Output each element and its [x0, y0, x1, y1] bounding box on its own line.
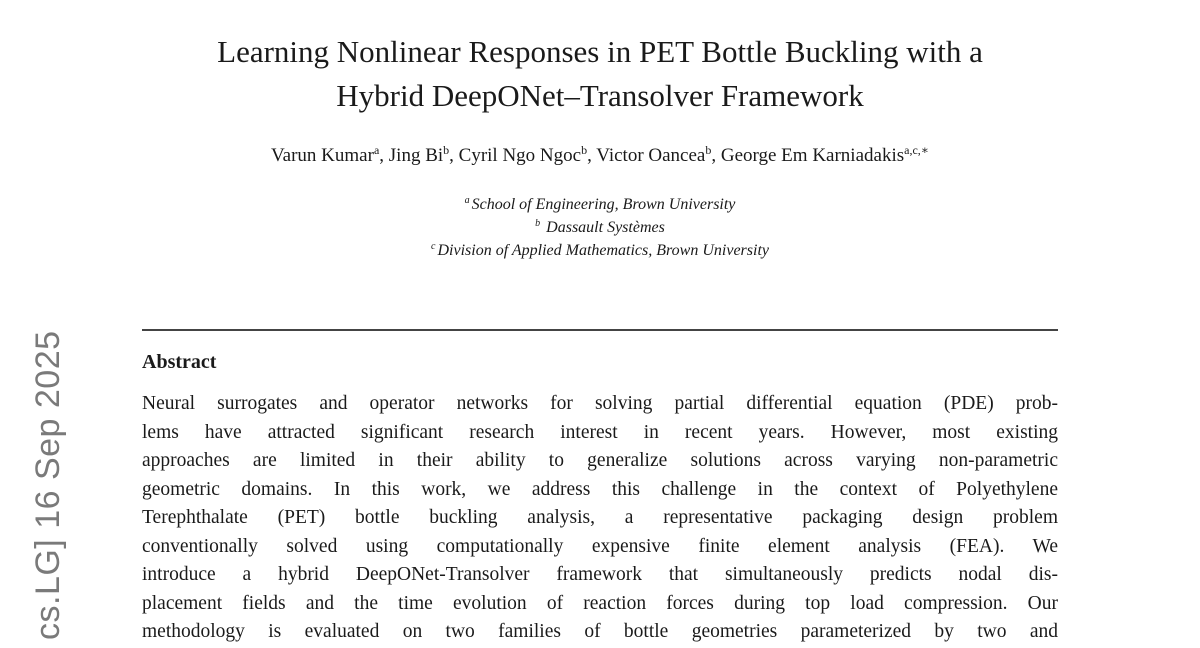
author-name: Victor Oancea — [596, 145, 706, 166]
author-name: Cyril Ngo Ngoc — [458, 145, 582, 166]
abstract-line: placement fields and the time evolution of reaction forces during top load compression. Our — [142, 592, 1058, 614]
abstract-line: approaches are limited in their ability to generalize solutions across varying non-parametric — [142, 450, 1058, 471]
paper-title — [0, 30, 1200, 118]
section-divider — [142, 329, 1058, 331]
affiliation-text: Division of Applied Mathematics, Brown University — [437, 242, 769, 259]
author-affiliation-mark: a,c,∗ — [904, 143, 929, 157]
title-line-1: Learning Nonlinear Responses in PET Bottle Buckling with a — [217, 34, 983, 69]
author-list: Varun Kumar$^a$, Jing Bi$^b$, Cyril Ngo Ngoc$^b$, Victor Oancea$^b$, George Em Karniadakis$^{a,c,∗}$ — [271, 143, 929, 166]
arxiv-sideband — [24, 330, 84, 648]
abstract-line: methodology is evaluated on two families of bottle geometries parameterized by two and — [142, 621, 1058, 642]
affiliation-mark: c — [431, 241, 436, 252]
abstract-line: Terephthalate (PET) bottle buckling analysis, a representative packaging design problem — [142, 507, 1058, 528]
title-line-2: Hybrid DeepONet–Transolver Framework — [336, 78, 864, 113]
affiliation-mark: a — [464, 195, 470, 206]
abstract-body — [142, 390, 1058, 647]
author-affiliation-mark: b — [581, 143, 588, 157]
author-name: Jing Bi — [388, 145, 444, 166]
author-affiliation-mark: b — [443, 143, 450, 157]
affiliation-text: Dassault Systèmes — [546, 219, 665, 236]
abstract-line: Neural surrogates and operator networks for solving partial differential equation (PDE) prob- — [142, 393, 1058, 414]
abstract-line: lems have attracted significant research interest in recent years. However, most existing — [142, 421, 1058, 443]
abstract-heading: Abstract — [142, 351, 217, 373]
abstract-line: geometric domains. In this work, we address this challenge in the context of Polyethylene — [142, 478, 1058, 500]
author-name: Varun Kumar — [271, 145, 374, 166]
abstract-line: introduce a hybrid DeepONet-Transolver framework that simultaneously predicts nodal dis- — [142, 564, 1058, 585]
author-name: George Em Karniadakis — [720, 145, 905, 166]
affiliation-list — [0, 193, 1200, 262]
abstract-line: conventionally solved using computationally expensive finite element analysis (FEA). We — [142, 535, 1058, 557]
affiliation — [0, 193, 1200, 216]
author-affiliation-mark: b — [705, 143, 712, 157]
affiliation — [0, 216, 1200, 239]
arxiv-identifier-text: cs.LG] 16 Sep 2025 — [29, 330, 67, 640]
affiliation-mark: b — [535, 218, 541, 229]
affiliation — [0, 239, 1200, 262]
affiliation-text: School of Engineering, Brown University — [471, 196, 736, 213]
author-affiliation-mark: a — [373, 143, 380, 157]
